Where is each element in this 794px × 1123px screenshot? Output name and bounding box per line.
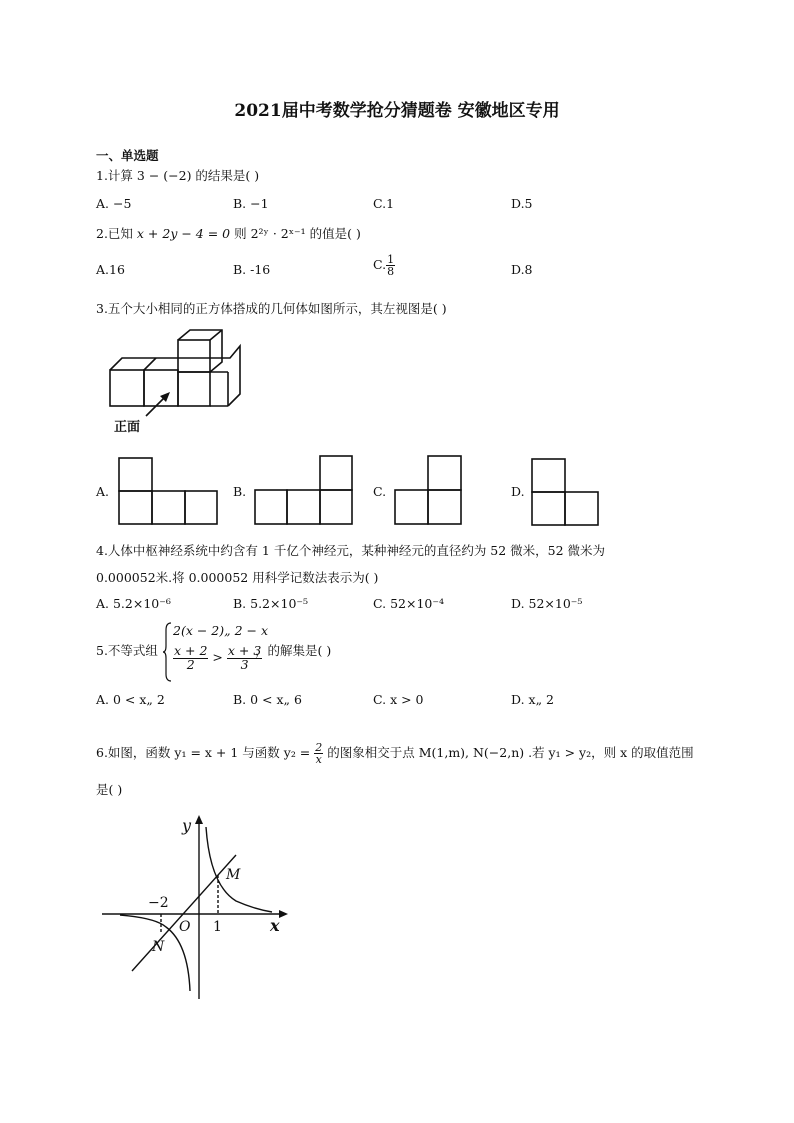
graph-origin-label: O xyxy=(179,919,191,935)
q4-option-d: D. 52×10⁻⁵ xyxy=(511,596,583,611)
q2-option-c-label: C. xyxy=(373,257,387,272)
q5-greater-than: > xyxy=(212,649,223,665)
graph-tick-1: 1 xyxy=(213,919,222,935)
question-2-text xyxy=(96,224,361,242)
fraction-numerator: x + 3 xyxy=(227,643,262,658)
q4-option-b: B. 5.2×10⁻⁵ xyxy=(233,596,308,611)
q1-option-b: B. −1 xyxy=(233,196,269,211)
question-6-line-1 xyxy=(96,742,694,765)
q5-system-brace xyxy=(163,622,173,682)
q5-suffix: ，的解集是( ) xyxy=(255,643,332,658)
q2-option-c xyxy=(373,254,395,277)
q3-option-b-label: B. xyxy=(233,484,247,499)
graph-point-n: N xyxy=(152,939,165,955)
q4-option-c: C. 52×10⁻⁴ xyxy=(373,596,444,611)
q3-front-label: 正面 xyxy=(114,420,141,435)
q5-option-c: C. x > 0 xyxy=(373,692,424,707)
section-heading: 一、单选题 xyxy=(96,148,159,163)
q6-text-a: 6.如图，函数 y₁ = x + 1 与函数 y₂ = xyxy=(96,745,315,760)
fraction-denominator: 3 xyxy=(240,656,249,672)
q2-text-b: 则 xyxy=(230,226,251,241)
fraction-numerator: 2 xyxy=(315,741,323,754)
question-1-text: 1.计算 3 − (−2) 的结果是( ) xyxy=(96,168,260,183)
q2-text-a: 2.已知 xyxy=(96,226,137,241)
q3-option-d-label: D. xyxy=(511,484,525,499)
q1-option-a: A. −5 xyxy=(96,196,132,211)
q1-option-d: D.5 xyxy=(511,196,533,211)
q5-fraction-1 xyxy=(173,645,208,671)
q2-option-d: D.8 xyxy=(511,262,533,277)
q5-inequality-1: 2(x − 2)„ 2 − x xyxy=(173,623,269,638)
graph-axis-x-label: x xyxy=(270,916,280,935)
graph-axis-y-label: y xyxy=(182,816,192,835)
question-4-line-2: 0.000052米.将 0.000052 用科学记数法表示为( ) xyxy=(96,570,379,585)
q3-option-a-figure xyxy=(118,457,218,525)
fraction-numerator: x + 2 xyxy=(174,643,208,658)
q2-power: 2²ʸ · 2ˣ⁻¹ xyxy=(250,226,306,241)
q2-text-c: 的值是( ) xyxy=(305,226,361,241)
q3-option-a-label: A. xyxy=(96,484,110,499)
q6-function-graph xyxy=(96,815,296,1005)
q5-option-d: D. x„ 2 xyxy=(511,692,554,707)
q3-option-d-figure xyxy=(531,458,601,526)
q5-option-b: B. 0 < x„ 6 xyxy=(233,692,302,707)
q5-inequality-2 xyxy=(173,645,262,671)
question-5-prefix: 5.不等式组 xyxy=(96,643,158,658)
q1-option-c: C.1 xyxy=(373,196,395,211)
page-title: 2021届中考数学抢分猜题卷 安徽地区专用 xyxy=(234,101,560,121)
q3-option-c-figure xyxy=(394,455,464,525)
question-6-line-2: 是( ) xyxy=(96,782,123,797)
graph-tick-neg2: −2 xyxy=(148,895,169,911)
q2-option-c-fraction xyxy=(386,254,395,277)
graph-point-m: M xyxy=(226,867,241,883)
q2-expression: x + 2y − 4 = 0 xyxy=(136,226,231,241)
q3-option-b-figure xyxy=(254,455,354,525)
fraction-denominator: x xyxy=(315,753,322,766)
question-4-line-1: 4.人体中枢神经系统中约含有 1 千亿个神经元，某种神经元的直径约为 52 微米，52 微米为 xyxy=(96,543,606,558)
question-3-text: 3.五个大小相同的正方体搭成的几何体如图所示，其左视图是( ) xyxy=(96,301,447,316)
fraction-denominator: 2 xyxy=(186,656,195,672)
q3-option-c-label: C. xyxy=(373,484,387,499)
fraction-numerator: 1 xyxy=(387,253,395,266)
q5-option-a: A. 0 < x„ 2 xyxy=(96,692,165,707)
fraction-denominator: 8 xyxy=(387,265,395,278)
q2-option-b: B. -16 xyxy=(233,262,271,277)
q2-option-a: A.16 xyxy=(96,262,125,277)
q4-option-a: A. 5.2×10⁻⁶ xyxy=(96,596,171,611)
q6-fraction xyxy=(314,742,323,765)
q6-text-b: 的图象相交于点 M(1,m), N(−2,n) .若 y₁ > y₂，则 x 的取值范围 xyxy=(323,745,694,760)
